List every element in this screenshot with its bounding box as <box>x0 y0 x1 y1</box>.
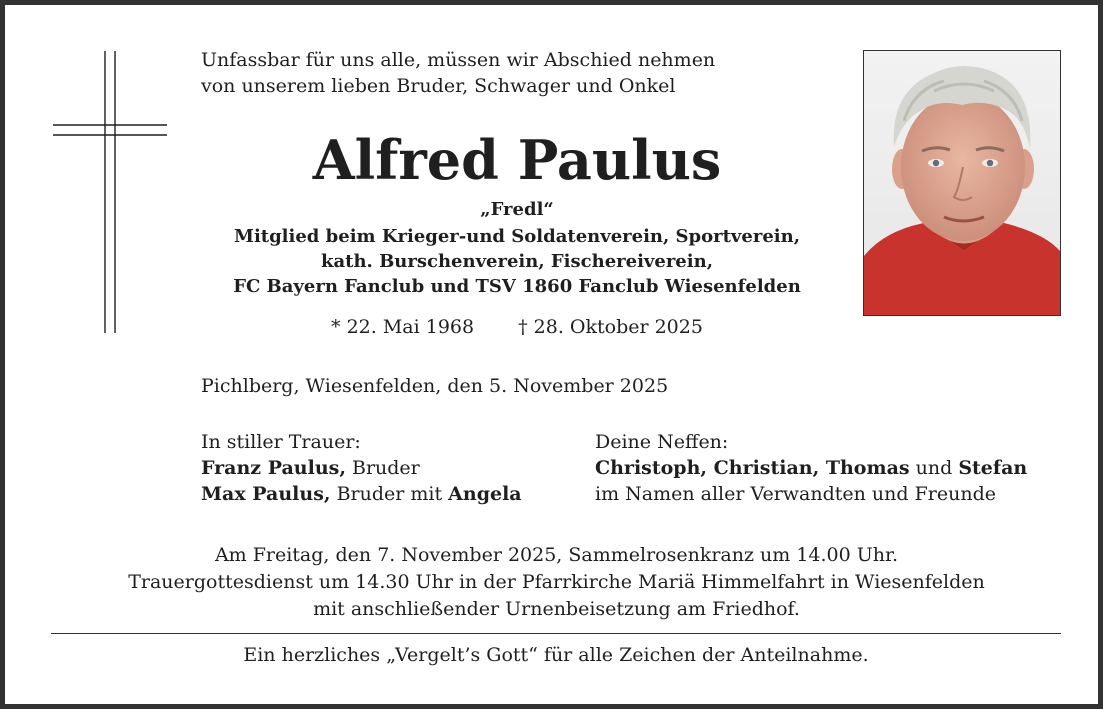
nephews-heading: Deine Neffen: <box>595 431 729 453</box>
life-dates <box>201 312 833 342</box>
nephews-row <box>595 455 1065 481</box>
deceased-name: Alfred Paulus <box>312 128 722 192</box>
mourner-relation: Bruder <box>345 457 420 479</box>
thanks-line: Ein herzliches „Vergelt’s Gott“ für alle Zeichen der Anteilnahme. <box>243 644 869 666</box>
cross-icon <box>51 49 169 335</box>
mourner-name: Max Paulus, <box>201 483 331 505</box>
nephew-names: Christoph, Christian, Thomas <box>595 457 910 479</box>
mourner-row <box>201 481 571 507</box>
membership-line: kath. Burschenverein, Fischereiverein, <box>321 251 713 272</box>
service-info <box>45 542 1068 623</box>
service-line-2: Trauergottesdienst um 14.30 Uhr in der Pfarrkirche Mariä Himmelfahrt in Wiesenfelden <box>128 571 985 593</box>
and-text: und <box>909 457 959 479</box>
service-line-1: Am Freitag, den 7. November 2025, Sammelrosenkranz um 14.00 Uhr. <box>214 544 899 566</box>
intro-line-1: Unfassbar für uns alle, müssen wir Abschied nehmen <box>201 49 716 71</box>
service-line-3: mit anschließender Urnenbeisetzung am Friedhof. <box>313 598 800 620</box>
mourners-heading: In stiller Trauer: <box>201 431 361 453</box>
portrait-illustration <box>864 51 1060 315</box>
death-date: † 28. Oktober 2025 <box>518 316 703 338</box>
mourner-partner: Angela <box>448 483 522 505</box>
nephew-name-last: Stefan <box>958 457 1028 479</box>
family-closing: im Namen aller Verwandten und Freunde <box>595 483 996 505</box>
place-and-date: Pichlberg, Wiesenfelden, den 5. November 2025 <box>201 375 669 397</box>
deceased-nickname: „Fredl“ <box>480 199 554 220</box>
membership-line: Mitglied beim Krieger-und Soldatenverein, Sportverein, <box>234 226 800 247</box>
birth-date: * 22. Mai 1968 <box>331 316 475 338</box>
divider <box>51 633 1061 634</box>
mourners-right <box>595 429 1065 507</box>
mourners-left <box>201 429 571 507</box>
portrait-photo <box>863 50 1061 316</box>
mourner-relation: Bruder mit <box>330 483 449 505</box>
intro-text <box>201 47 833 99</box>
intro-line-2: von unserem lieben Bruder, Schwager und Onkel <box>201 75 676 97</box>
mourner-name: Franz Paulus, <box>201 457 346 479</box>
membership-line: FC Bayern Fanclub und TSV 1860 Fanclub Wiesenfelden <box>233 276 801 297</box>
membership-list <box>201 224 833 299</box>
mourner-row <box>201 455 571 481</box>
